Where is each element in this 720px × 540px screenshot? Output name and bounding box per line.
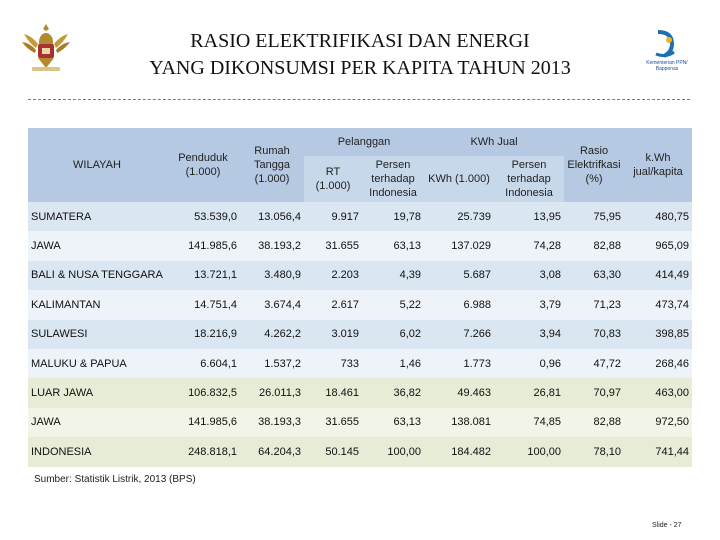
cell-penduduk: 13.721,1 xyxy=(166,261,240,290)
cell-rasio: 70,97 xyxy=(564,378,624,407)
header-penduduk: Penduduk (1.000) xyxy=(166,128,240,202)
cell-penduduk: 14.751,4 xyxy=(166,290,240,319)
cell-penduduk: 141.985,6 xyxy=(166,408,240,437)
summary-row xyxy=(28,437,692,466)
cell-wilayah: LUAR JAWA xyxy=(28,378,166,407)
header-wilayah: WILAYAH xyxy=(28,128,166,202)
cell-pelanggan-rt: 31.655 xyxy=(304,408,362,437)
cell-kwh-kapita: 414,49 xyxy=(624,261,692,290)
cell-rumah-tangga: 3.480,9 xyxy=(240,261,304,290)
header-row-top xyxy=(28,128,692,156)
cell-kwh-persen: 74,85 xyxy=(494,408,564,437)
cell-pelanggan-rt: 2.617 xyxy=(304,290,362,319)
cell-kwh-persen: 3,79 xyxy=(494,290,564,319)
cell-wilayah: MALUKU & PAPUA xyxy=(28,349,166,378)
cell-pelanggan-rt: 733 xyxy=(304,349,362,378)
cell-pelanggan-persen: 6,02 xyxy=(362,320,424,349)
cell-kwh: 49.463 xyxy=(424,378,494,407)
cell-kwh-kapita: 473,74 xyxy=(624,290,692,319)
cell-rasio: 71,23 xyxy=(564,290,624,319)
cell-penduduk: 53.539,0 xyxy=(166,202,240,231)
cell-kwh: 1.773 xyxy=(424,349,494,378)
summary-row xyxy=(28,378,692,407)
cell-rasio: 47,72 xyxy=(564,349,624,378)
cell-kwh: 6.988 xyxy=(424,290,494,319)
header-kwh-kapita: k.Wh jual/kapita xyxy=(624,128,692,202)
cell-wilayah: BALI & NUSA TENGGARA xyxy=(28,261,166,290)
cell-penduduk: 141.985,6 xyxy=(166,231,240,260)
table-row xyxy=(28,231,692,260)
table-row xyxy=(28,261,692,290)
cell-pelanggan-rt: 18.461 xyxy=(304,378,362,407)
page-title xyxy=(90,28,630,82)
cell-rumah-tangga: 3.674,4 xyxy=(240,290,304,319)
table-row xyxy=(28,290,692,319)
summary-row xyxy=(28,408,692,437)
cell-rumah-tangga: 64.204,3 xyxy=(240,437,304,466)
cell-rasio: 75,95 xyxy=(564,202,624,231)
garuda-emblem-icon xyxy=(20,20,72,74)
cell-pelanggan-rt: 2.203 xyxy=(304,261,362,290)
title-line-2: YANG DIKONSUMSI PER KAPITA TAHUN 2013 xyxy=(149,57,571,79)
cell-kwh-persen: 26,81 xyxy=(494,378,564,407)
cell-wilayah: SULAWESI xyxy=(28,320,166,349)
cell-kwh-persen: 3,08 xyxy=(494,261,564,290)
cell-wilayah: JAWA xyxy=(28,231,166,260)
cell-kwh-kapita: 965,09 xyxy=(624,231,692,260)
cell-rumah-tangga: 1.537,2 xyxy=(240,349,304,378)
cell-penduduk: 6.604,1 xyxy=(166,349,240,378)
table-row xyxy=(28,349,692,378)
header-rumah-tangga: Rumah Tangga (1.000) xyxy=(240,128,304,202)
cell-penduduk: 18.216,9 xyxy=(166,320,240,349)
cell-kwh-persen: 74,28 xyxy=(494,231,564,260)
cell-kwh-persen: 13,95 xyxy=(494,202,564,231)
header-rt: RT (1.000) xyxy=(304,156,362,202)
cell-kwh-kapita: 268,46 xyxy=(624,349,692,378)
bappenas-logo-text: Kementerian PPN/ Bappenas xyxy=(646,60,688,72)
cell-rasio: 78,10 xyxy=(564,437,624,466)
title-line-1: RASIO ELEKTRIFIKASI DAN ENERGI xyxy=(190,30,530,52)
source-note: Sumber: Statistik Listrik, 2013 (BPS) xyxy=(34,474,196,485)
cell-pelanggan-persen: 63,13 xyxy=(362,231,424,260)
cell-kwh-persen: 100,00 xyxy=(494,437,564,466)
cell-pelanggan-persen: 100,00 xyxy=(362,437,424,466)
header-rasio: Rasio Elektrifkasi (%) xyxy=(564,128,624,202)
cell-kwh-kapita: 972,50 xyxy=(624,408,692,437)
cell-rumah-tangga: 13.056,4 xyxy=(240,202,304,231)
cell-rasio: 70,83 xyxy=(564,320,624,349)
cell-rumah-tangga: 38.193,2 xyxy=(240,231,304,260)
title-divider xyxy=(28,99,690,100)
cell-pelanggan-rt: 50.145 xyxy=(304,437,362,466)
cell-rumah-tangga: 38.193,3 xyxy=(240,408,304,437)
cell-kwh: 5.687 xyxy=(424,261,494,290)
electrification-table xyxy=(28,128,692,467)
cell-pelanggan-persen: 4,39 xyxy=(362,261,424,290)
cell-kwh: 7.266 xyxy=(424,320,494,349)
cell-wilayah: JAWA xyxy=(28,408,166,437)
header-kwh: KWh (1.000) xyxy=(424,156,494,202)
cell-pelanggan-rt: 3.019 xyxy=(304,320,362,349)
cell-kwh: 137.029 xyxy=(424,231,494,260)
cell-wilayah: SUMATERA xyxy=(28,202,166,231)
cell-pelanggan-persen: 1,46 xyxy=(362,349,424,378)
cell-kwh-kapita: 480,75 xyxy=(624,202,692,231)
cell-kwh: 138.081 xyxy=(424,408,494,437)
cell-pelanggan-persen: 19,78 xyxy=(362,202,424,231)
cell-rumah-tangga: 26.011,3 xyxy=(240,378,304,407)
cell-pelanggan-persen: 63,13 xyxy=(362,408,424,437)
header-persen-pelanggan: Persen terhadap Indonesia xyxy=(362,156,424,202)
cell-rasio: 63,30 xyxy=(564,261,624,290)
cell-kwh: 184.482 xyxy=(424,437,494,466)
table-row xyxy=(28,202,692,231)
cell-pelanggan-persen: 5,22 xyxy=(362,290,424,319)
cell-kwh-persen: 3,94 xyxy=(494,320,564,349)
cell-rasio: 82,88 xyxy=(564,231,624,260)
header-pelanggan: Pelanggan xyxy=(304,128,424,156)
cell-rasio: 82,88 xyxy=(564,408,624,437)
cell-pelanggan-rt: 31.655 xyxy=(304,231,362,260)
cell-penduduk: 106.832,5 xyxy=(166,378,240,407)
cell-kwh-kapita: 741,44 xyxy=(624,437,692,466)
cell-kwh: 25.739 xyxy=(424,202,494,231)
cell-penduduk: 248.818,1 xyxy=(166,437,240,466)
cell-kwh-persen: 0,96 xyxy=(494,349,564,378)
cell-rumah-tangga: 4.262,2 xyxy=(240,320,304,349)
cell-kwh-kapita: 463,00 xyxy=(624,378,692,407)
header-persen-kwh: Persen terhadap Indonesia xyxy=(494,156,564,202)
cell-wilayah: KALIMANTAN xyxy=(28,290,166,319)
header-kwh-jual: KWh Jual xyxy=(424,128,564,156)
cell-wilayah: INDONESIA xyxy=(28,437,166,466)
cell-kwh-kapita: 398,85 xyxy=(624,320,692,349)
cell-pelanggan-persen: 36,82 xyxy=(362,378,424,407)
table-row xyxy=(28,320,692,349)
cell-pelanggan-rt: 9.917 xyxy=(304,202,362,231)
slide-number: Slide - 27 xyxy=(652,522,682,529)
